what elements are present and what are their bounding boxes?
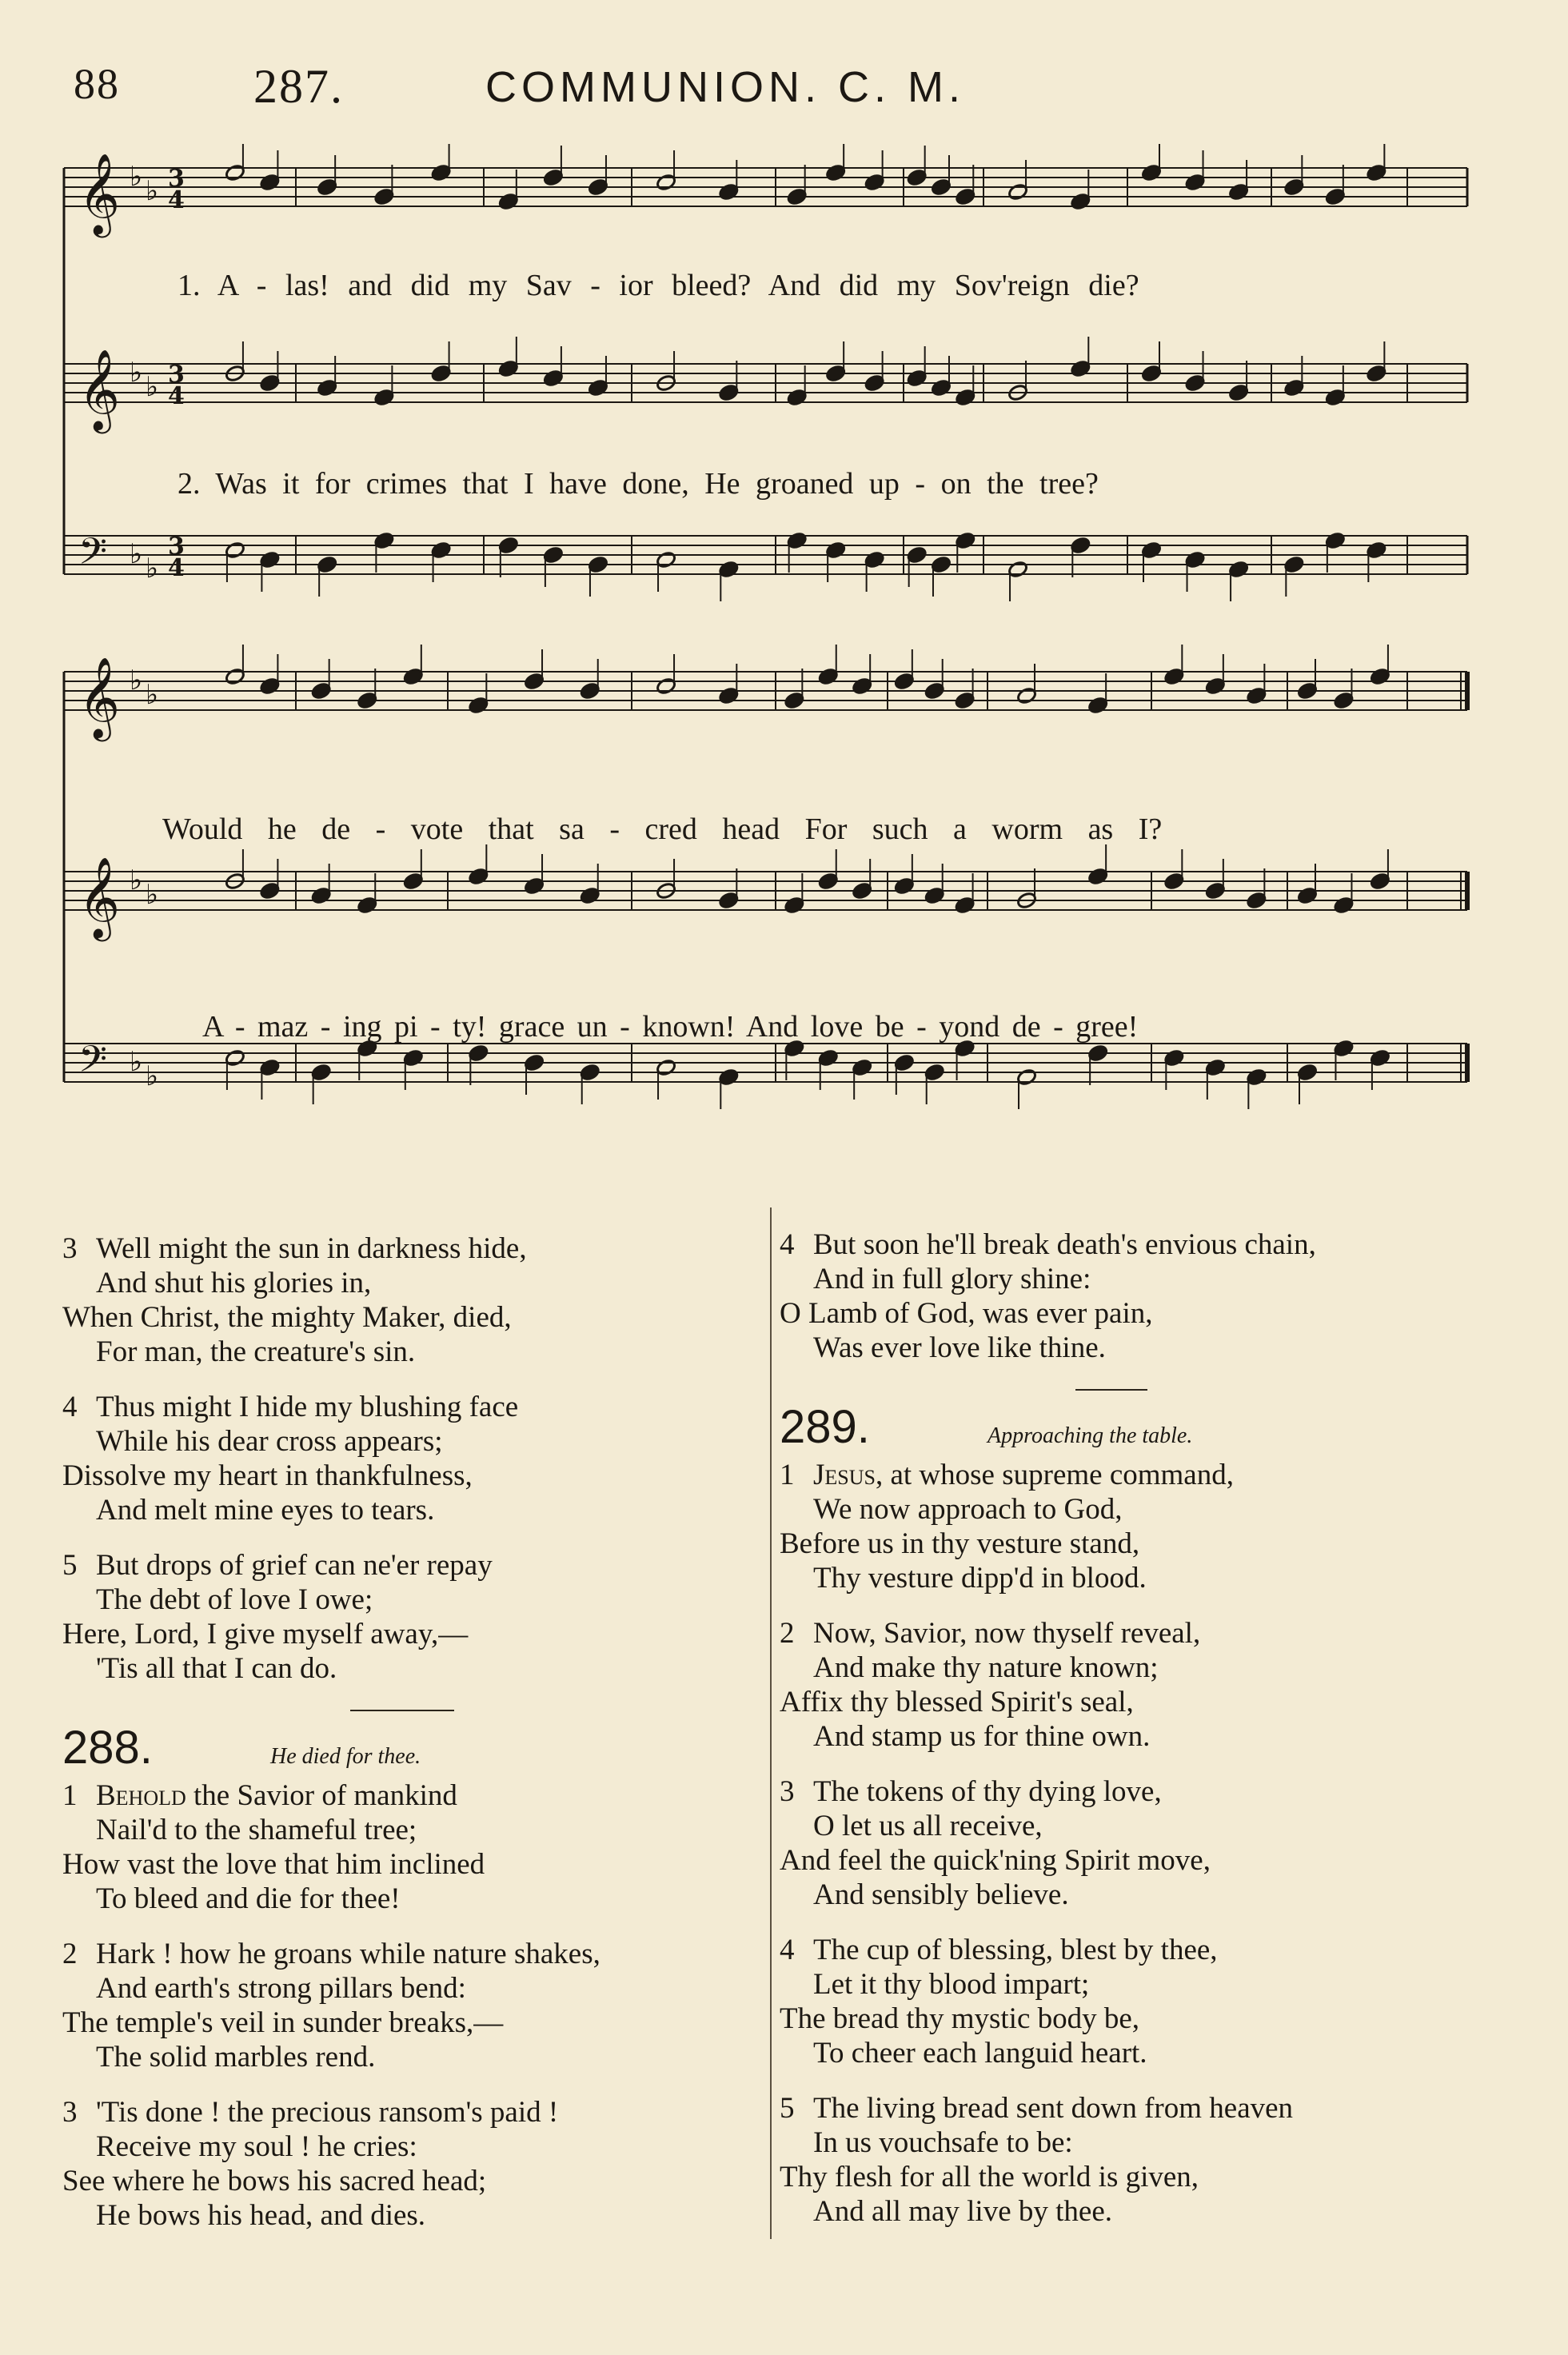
verse-text: How vast the love that him inclined xyxy=(62,1848,485,1881)
verse-text: Affix thy blessed Spirit's seal, xyxy=(780,1686,1134,1718)
verse-number: 1 xyxy=(62,1779,78,1812)
verse-number: 4 xyxy=(780,1934,795,1966)
treble-clef: 𝄞 xyxy=(78,152,121,234)
verse xyxy=(780,1458,1483,1595)
verse-text: The debt of love I owe; xyxy=(96,1583,373,1616)
verse-text: For man, the creature's sin. xyxy=(96,1335,416,1368)
time-signature-bottom: 4 xyxy=(168,382,185,410)
flat-sign: ♭ xyxy=(130,161,143,193)
flat-sign: ♭ xyxy=(146,679,159,711)
verse-text: Well might the sun in darkness hide, xyxy=(96,1232,527,1265)
verse-number: 2 xyxy=(780,1617,795,1650)
verse-line xyxy=(780,2036,1483,2070)
section-rule xyxy=(1075,1389,1147,1391)
verse-number: 5 xyxy=(780,2092,795,2125)
lyric-line-1-verse-1: 1. A - las! and did my Sav - ior bleed? And did my Sov'reign die? xyxy=(178,269,1139,302)
hymn-289-number: 289. xyxy=(780,1401,870,1453)
verse xyxy=(780,1616,1483,1754)
verse-line xyxy=(62,1813,766,1847)
verse-line xyxy=(780,1650,1483,1685)
verse-text: And sensibly believe. xyxy=(813,1878,1069,1911)
verse xyxy=(62,1937,766,2074)
verse-line xyxy=(780,2194,1483,2229)
verse-number: 1 xyxy=(780,1459,795,1491)
time-signature-top: 3 xyxy=(168,533,185,561)
verse-text: But drops of grief can ne'er repay xyxy=(96,1549,493,1582)
music-score xyxy=(56,144,1487,1172)
flat-sign: ♭ xyxy=(130,665,143,697)
verse-line xyxy=(780,1262,1483,1296)
verse-line xyxy=(62,1266,766,1300)
verse-text: Let it thy blood impart; xyxy=(813,1968,1090,2001)
flat-sign: ♭ xyxy=(146,1060,159,1092)
verse-text: See where he bows his sacred head; xyxy=(62,2165,487,2197)
verse-line xyxy=(780,1331,1483,1365)
verse-line xyxy=(62,1937,766,1971)
verse-text: To bleed and die for thee! xyxy=(96,1882,401,1915)
verse-line xyxy=(780,1561,1483,1595)
time-signature-bottom: 4 xyxy=(168,554,185,582)
verse-text: And stamp us for thine own. xyxy=(813,1720,1151,1753)
time-signature-bottom: 4 xyxy=(168,186,185,214)
verse-line xyxy=(62,1847,766,1882)
verse-line xyxy=(62,1493,766,1527)
verse-line xyxy=(62,1971,766,2006)
flat-sign: ♭ xyxy=(130,1046,143,1078)
verse xyxy=(780,2091,1483,2229)
verse-line xyxy=(62,1617,766,1651)
verse-first-word: Behold xyxy=(96,1779,186,1812)
page-number: 88 xyxy=(74,60,120,108)
verse xyxy=(62,1231,766,1369)
verse-line xyxy=(62,1778,766,1813)
verse-text: We now approach to God, xyxy=(813,1493,1123,1526)
verse xyxy=(62,1548,766,1686)
verse-text: Dissolve my heart in thankfulness, xyxy=(62,1459,473,1492)
hymn-289-subtitle: Approaching the table. xyxy=(987,1423,1193,1448)
treble-clef: 𝄞 xyxy=(78,856,121,938)
verse-text: When Christ, the mighty Maker, died, xyxy=(62,1301,512,1334)
verse-text: The cup of blessing, blest by thee, xyxy=(813,1934,1218,1966)
flat-sign: ♭ xyxy=(130,357,143,389)
verse-line xyxy=(62,2040,766,2074)
verse-text: And in full glory shine: xyxy=(813,1263,1091,1295)
verse xyxy=(62,2095,766,2233)
verse-line xyxy=(780,1843,1483,1878)
verse-line xyxy=(780,2125,1483,2160)
verse-number: 4 xyxy=(62,1391,78,1423)
verse-text: 'Tis done ! the precious ransom's paid ! xyxy=(96,2096,559,2129)
verse-line xyxy=(780,1809,1483,1843)
time-signature-top: 3 xyxy=(168,165,185,193)
verse-text: Was ever love like thine. xyxy=(813,1331,1106,1364)
treble-clef: 𝄞 xyxy=(78,656,121,738)
verse-line xyxy=(780,2002,1483,2036)
treble-clef: 𝄞 xyxy=(78,348,121,430)
hymn-287-continued xyxy=(62,1231,766,1686)
verse-text: Thus might I hide my blushing face xyxy=(96,1391,519,1423)
verse xyxy=(62,1390,766,1527)
verse-text: The temple's veil in sunder breaks,— xyxy=(62,2006,504,2039)
verse-text: O let us all receive, xyxy=(813,1810,1043,1842)
lyric-line-2-verse-1: Would he de - vote that sa - cred head For such a worm as I? xyxy=(162,812,1163,846)
verse-text: Nail'd to the shameful tree; xyxy=(96,1814,417,1846)
verse-line xyxy=(780,2091,1483,2125)
flat-sign: ♭ xyxy=(146,371,159,403)
verse-text: O Lamb of God, was ever pain, xyxy=(780,1297,1153,1330)
verse-line xyxy=(780,2160,1483,2194)
verse-text: While his dear cross appears; xyxy=(96,1425,443,1458)
lyric-line-2-verse-2: A - maz - ing pi - ty! grace un - known! And love be - yond de - gree! xyxy=(202,1010,1139,1044)
verse-number: 3 xyxy=(62,2096,78,2129)
flat-sign: ♭ xyxy=(146,553,159,585)
verse-line xyxy=(62,1231,766,1266)
verse xyxy=(780,1933,1483,2070)
verse xyxy=(780,1774,1483,1912)
verse-line xyxy=(62,1335,766,1369)
verse-line xyxy=(62,2129,766,2164)
verse-line xyxy=(62,2164,766,2198)
verse-text: In us vouchsafe to be: xyxy=(813,2126,1073,2159)
verse-line xyxy=(780,1296,1483,1331)
bass-clef: 𝄢 xyxy=(78,1038,108,1090)
verse-text: Before us in thy vesture stand, xyxy=(780,1527,1140,1560)
verse-text: And feel the quick'ning Spirit move, xyxy=(780,1844,1211,1877)
verse-line xyxy=(62,1390,766,1424)
verse-line xyxy=(780,1458,1483,1492)
verse-line xyxy=(780,1685,1483,1719)
verse-text: And shut his glories in, xyxy=(96,1267,372,1299)
verse-line xyxy=(62,2095,766,2129)
verse-text: Now, Savior, now thyself reveal, xyxy=(813,1617,1201,1650)
verse-line xyxy=(62,1882,766,1916)
verse-line xyxy=(62,1300,766,1335)
hymn-title: COMMUNION. C. M. xyxy=(485,63,965,111)
hymn-287-verse-4 xyxy=(780,1227,1483,1365)
verse xyxy=(780,1227,1483,1365)
verse-text: Thy flesh for all the world is given, xyxy=(780,2161,1199,2193)
time-signature-top: 3 xyxy=(168,361,185,389)
verse-text: He bows his head, and dies. xyxy=(96,2199,426,2232)
verse-line xyxy=(780,1933,1483,1967)
verse-text: The solid marbles rend. xyxy=(96,2041,376,2074)
verse-text: The tokens of thy dying love, xyxy=(813,1775,1162,1808)
hymn-288-verses xyxy=(62,1778,766,2233)
flat-sign: ♭ xyxy=(146,175,159,207)
verse-text: Receive my soul ! he cries: xyxy=(96,2130,417,2163)
left-column xyxy=(62,1231,766,2253)
verse-line xyxy=(62,2198,766,2233)
verse-line xyxy=(780,1527,1483,1561)
section-rule xyxy=(350,1710,454,1711)
hymn-288-heading xyxy=(62,1722,766,1774)
verse-line xyxy=(780,1492,1483,1527)
flat-sign: ♭ xyxy=(130,538,143,570)
verse-text: But soon he'll break death's envious chain, xyxy=(813,1228,1316,1261)
right-column xyxy=(780,1227,1483,2249)
verse-number: 5 xyxy=(62,1549,78,1582)
verse-text: Thy vesture dipp'd in blood. xyxy=(813,1562,1147,1595)
verse-line xyxy=(62,1459,766,1493)
verse-text: Here, Lord, I give myself away,— xyxy=(62,1618,469,1650)
verse xyxy=(62,1778,766,1916)
hymn-288-number: 288. xyxy=(62,1722,153,1774)
verse-text: , at whose supreme command, xyxy=(875,1459,1234,1491)
verse-line xyxy=(780,1967,1483,2002)
verse-line xyxy=(62,1424,766,1459)
verse-text: To cheer each languid heart. xyxy=(813,2037,1147,2070)
flat-sign: ♭ xyxy=(130,864,143,896)
verse-line xyxy=(62,1651,766,1686)
verse-text: the Savior of mankind xyxy=(186,1779,457,1812)
verse-text: And earth's strong pillars bend: xyxy=(96,1972,466,2005)
verse-line xyxy=(780,1719,1483,1754)
verse-text: 'Tis all that I can do. xyxy=(96,1652,337,1685)
verse-line xyxy=(62,2006,766,2040)
verse-text: And make thy nature known; xyxy=(813,1651,1159,1684)
hymn-288-subtitle: He died for thee. xyxy=(270,1744,421,1769)
verse-line xyxy=(780,1616,1483,1650)
verse-line xyxy=(62,1583,766,1617)
hymn-number: 287. xyxy=(253,60,344,113)
hymn-289-heading xyxy=(780,1401,1483,1453)
bass-clef: 𝄢 xyxy=(78,530,108,582)
verse-text: And all may live by thee. xyxy=(813,2195,1113,2228)
flat-sign: ♭ xyxy=(146,879,159,911)
verse-text: The living bread sent down from heaven xyxy=(813,2092,1294,2125)
verse-line xyxy=(780,1227,1483,1262)
verse-number: 2 xyxy=(62,1938,78,1970)
verse-text: The bread thy mystic body be, xyxy=(780,2002,1140,2035)
verse-line xyxy=(62,1548,766,1583)
verse-number: 3 xyxy=(780,1775,795,1808)
verse-line xyxy=(780,1774,1483,1809)
verse-number: 4 xyxy=(780,1228,795,1261)
verse-number: 3 xyxy=(62,1232,78,1265)
hymn-289-verses xyxy=(780,1458,1483,2229)
verse-first-word: Jesus xyxy=(813,1459,876,1491)
verse-line xyxy=(780,1878,1483,1912)
column-divider xyxy=(770,1207,772,2239)
verse-text: And melt mine eyes to tears. xyxy=(96,1494,435,1527)
lyric-line-1-verse-2: 2. Was it for crimes that I have done, He groaned up - on the tree? xyxy=(178,467,1099,501)
verse-text: Hark ! how he groans while nature shakes, xyxy=(96,1938,600,1970)
